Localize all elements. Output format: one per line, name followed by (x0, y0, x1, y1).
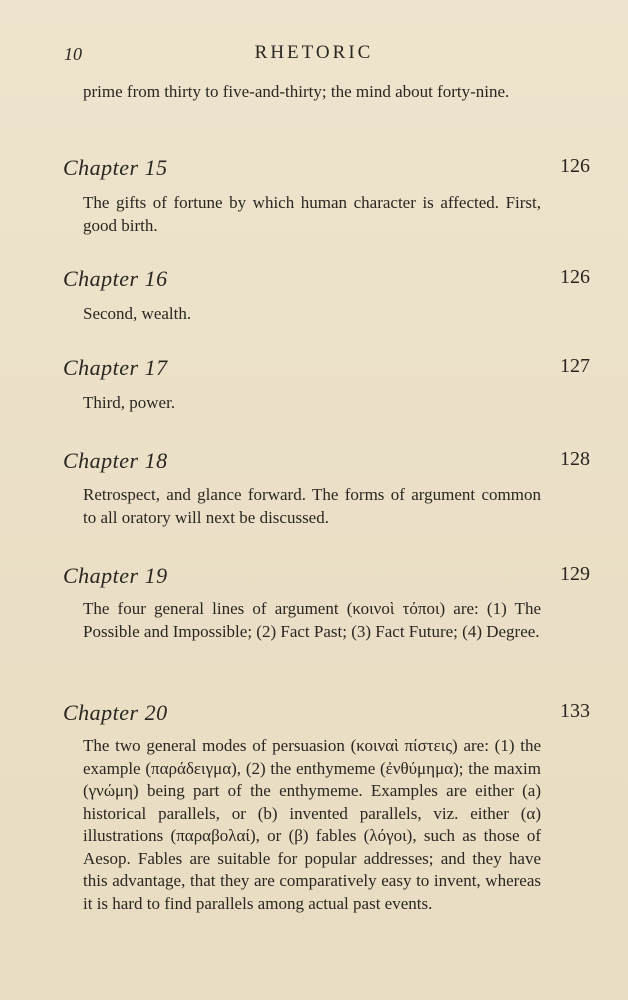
chapter-title: Chapter 16 (63, 266, 168, 291)
chapter-heading (0, 448, 628, 478)
chapter-17-entry (0, 355, 628, 412)
chapter-page-number: 126 (560, 266, 590, 288)
chapter-title: Chapter 19 (63, 563, 168, 588)
chapter-heading (0, 355, 628, 385)
chapter-summary: The four general lines of argument (κοινοὶ τόποι) are: (1) The Possible and Impossible; (2) Fact Past; (3) Fact Future; (4) Degree. (83, 599, 541, 641)
chapter-summary: The two general modes of persuasion (κοιναὶ πίστεις) are: (1) the example (παράδειγμα), (2) the enthymeme (ἐνθύμημα); the maxim (γνώμη) being part of the enthymeme. Examples are either (a) historical parallels, or (b) invented parallels, viz. either (α) illustrations (παραβολαί), or (β) fables (λόγοι), such as those of Aesop. Fables are suitable for popular addresses; and they have this advantage, that they are comparatively easy to invent, whereas it is hard to find parallels among actual past events. (83, 736, 541, 913)
page-number: 10 (64, 44, 82, 64)
chapter-heading (0, 563, 628, 593)
chapter-page-number: 133 (560, 700, 590, 722)
chapter-title: Chapter 18 (63, 448, 168, 473)
chapter-summary: The gifts of fortune by which human character is affected. First, good birth. (83, 193, 541, 235)
chapter-19-entry (0, 563, 628, 641)
chapter-heading (0, 155, 628, 185)
continuation-paragraph: prime from thirty to five-and-thirty; the mind about forty-nine. (83, 82, 510, 101)
page-header (0, 38, 628, 68)
chapter-page-number: 127 (560, 355, 590, 377)
running-head: RHETORIC (254, 42, 374, 63)
chapter-page-number: 129 (560, 563, 590, 585)
chapter-20-entry (0, 700, 628, 913)
chapter-title: Chapter 20 (63, 700, 168, 725)
chapter-16-entry (0, 266, 628, 323)
chapter-summary: Second, wealth. (83, 304, 192, 323)
chapter-page-number: 126 (560, 155, 590, 177)
chapter-heading (0, 266, 628, 296)
chapter-title: Chapter 15 (63, 155, 168, 180)
chapter-summary: Third, power. (83, 393, 176, 412)
chapter-18-entry (0, 448, 628, 527)
chapter-title: Chapter 17 (63, 355, 168, 380)
chapter-page-number: 128 (560, 448, 590, 470)
chapter-summary: Retrospect, and glance forward. The forms of argument common to all oratory will next be discussed. (83, 485, 541, 527)
chapter-15-entry (0, 155, 628, 235)
chapter-heading (0, 700, 628, 730)
